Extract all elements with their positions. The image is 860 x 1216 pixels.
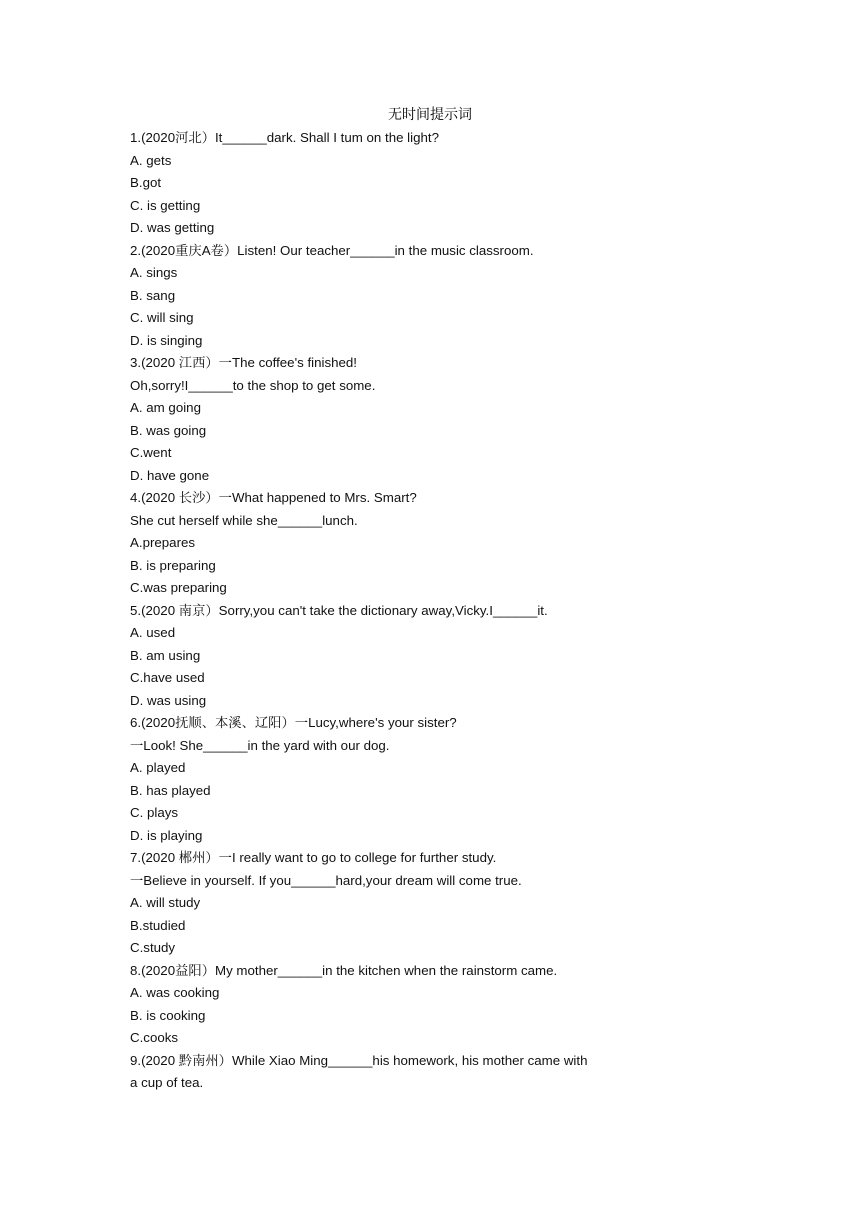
text-line: D. have gone xyxy=(130,467,210,483)
text-line: She cut herself while she______lunch. xyxy=(130,512,358,528)
document-title: 无时间提示词 xyxy=(388,107,472,123)
text-line: 9.(2020 黔南州）While Xiao Ming______his homework, his mother came with xyxy=(130,1052,588,1068)
text-line: A. sings xyxy=(130,265,178,280)
question-list xyxy=(130,127,750,1095)
text-line: 一Look! She______in the yard with our dog. xyxy=(130,737,390,753)
text-line: D. is singing xyxy=(130,332,203,348)
text-line: a cup of tea. xyxy=(130,1075,204,1090)
text-line: 8.(2020益阳）My mother______in the kitchen when the rainstorm came. xyxy=(130,962,558,978)
text-line: D. was using xyxy=(130,692,207,708)
text-line: B.studied xyxy=(130,917,186,933)
text-line: B. is cooking xyxy=(130,1007,206,1023)
text-line: B. is preparing xyxy=(130,557,216,573)
text-line: B. sang xyxy=(130,287,176,303)
text-line: B. was going xyxy=(130,422,207,438)
text-line: 3.(2020 江西）一The coffee's finished! xyxy=(130,355,357,370)
text-line: A. used xyxy=(130,625,176,640)
text-line: D. is playing xyxy=(130,827,203,843)
text-line: Oh,sorry!I______to the shop to get some. xyxy=(130,377,376,393)
text-line: B.got xyxy=(130,175,162,190)
text-line: B. has played xyxy=(130,782,211,798)
text-line: C.went xyxy=(130,445,172,460)
text-line: 2.(2020重庆A卷）Listen! Our teacher______in the music classroom. xyxy=(130,242,534,258)
text-line: 5.(2020 南京）Sorry,you can't take the dictionary away,Vicky.I______it. xyxy=(130,602,548,618)
text-line: C.cooks xyxy=(130,1030,179,1045)
text-line: A. will study xyxy=(130,895,201,910)
text-line: A.prepares xyxy=(130,535,196,550)
text-line: A. gets xyxy=(130,152,172,168)
text-line: C. plays xyxy=(130,805,179,820)
text-line: A. was cooking xyxy=(130,985,220,1000)
text-line: C. is getting xyxy=(130,197,201,213)
text-line: C. will sing xyxy=(130,310,194,325)
text-line: C.study xyxy=(130,940,176,955)
text-line: 1.(2020河北）It______dark. Shall I tum on the light? xyxy=(130,130,439,145)
text-line: D. was getting xyxy=(130,220,215,235)
text-line: C.was preparing xyxy=(130,580,227,595)
text-line: 一Believe in yourself. If you______hard,your dream will come true. xyxy=(130,872,522,888)
text-line: 4.(2020 长沙）一What happened to Mrs. Smart? xyxy=(130,490,417,505)
text-line: C.have used xyxy=(130,670,205,685)
text-line: 7.(2020 郴州）一I really want to go to college for further study. xyxy=(130,850,497,865)
text-line: 6.(2020抚顺、本溪、辽阳）一Lucy,where's your sister? xyxy=(130,715,457,730)
text-line: B. am using xyxy=(130,647,201,663)
text-line: A. played xyxy=(130,760,186,775)
text-line: A. am going xyxy=(130,400,201,415)
